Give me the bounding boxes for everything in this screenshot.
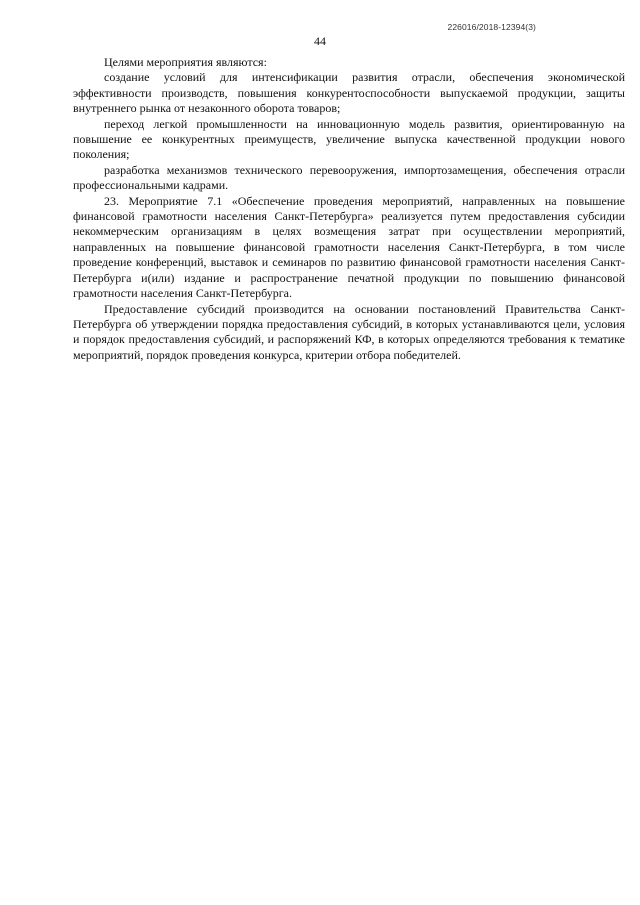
paragraph-goals-intro: Целями мероприятия являются: (104, 55, 267, 69)
page-number: 44 (314, 34, 326, 48)
paragraph-subsidy-basis: Предоставление субсидий производится на основании постановлений Правительства Санкт-Петербурга об утверждении порядка предоставления субсидий, в которых устанавливаются цели, условия и порядок предоставления субсидий, и распоряжений КФ, в которых определяются требования к тематике мероприятий, порядок проведения конкурса, критерии отбора победителей. (73, 301, 625, 362)
document-registration-number: 226016/2018-12394(3) (447, 22, 536, 32)
paragraph-goal-intensification: создание условий для интенсификации развития отрасли, обеспечения экономической эффективности производств, повышения конкурентоспособности выпускаемой продукции, защиты внутреннего рынка от незаконного оборота товаров; (73, 70, 625, 116)
paragraph-goal-mechanisms: разработка механизмов технического перевооружения, импортозамещения, обеспечения отрасли профессиональными кадрами. (73, 162, 625, 193)
paragraph-goal-innovation: переход легкой промышленности на инновационную модель развития, ориентированную на повышение ее конкурентных преимуществ, увеличение выпуска качественной продукции нового поколения; (73, 116, 625, 162)
document-body (73, 55, 625, 363)
paragraph-measure-7-1: 23. Мероприятие 7.1 «Обеспечение проведения мероприятий, направленных на повышение финансовой грамотности населения Санкт-Петербурга» реализуется путем предоставления субсидии некоммерческим организациям в целях возмещения затрат при осуществлении мероприятий, направленных на повышение финансовой грамотности населения Санкт-Петербурга, в том числе проведение конференций, выставок и семинаров по развитию финансовой грамотности населения Санкт-Петербурга и(или) издание и распространение печатной продукции по повышению финансовой грамотности населения Санкт-Петербурга. (73, 193, 625, 301)
